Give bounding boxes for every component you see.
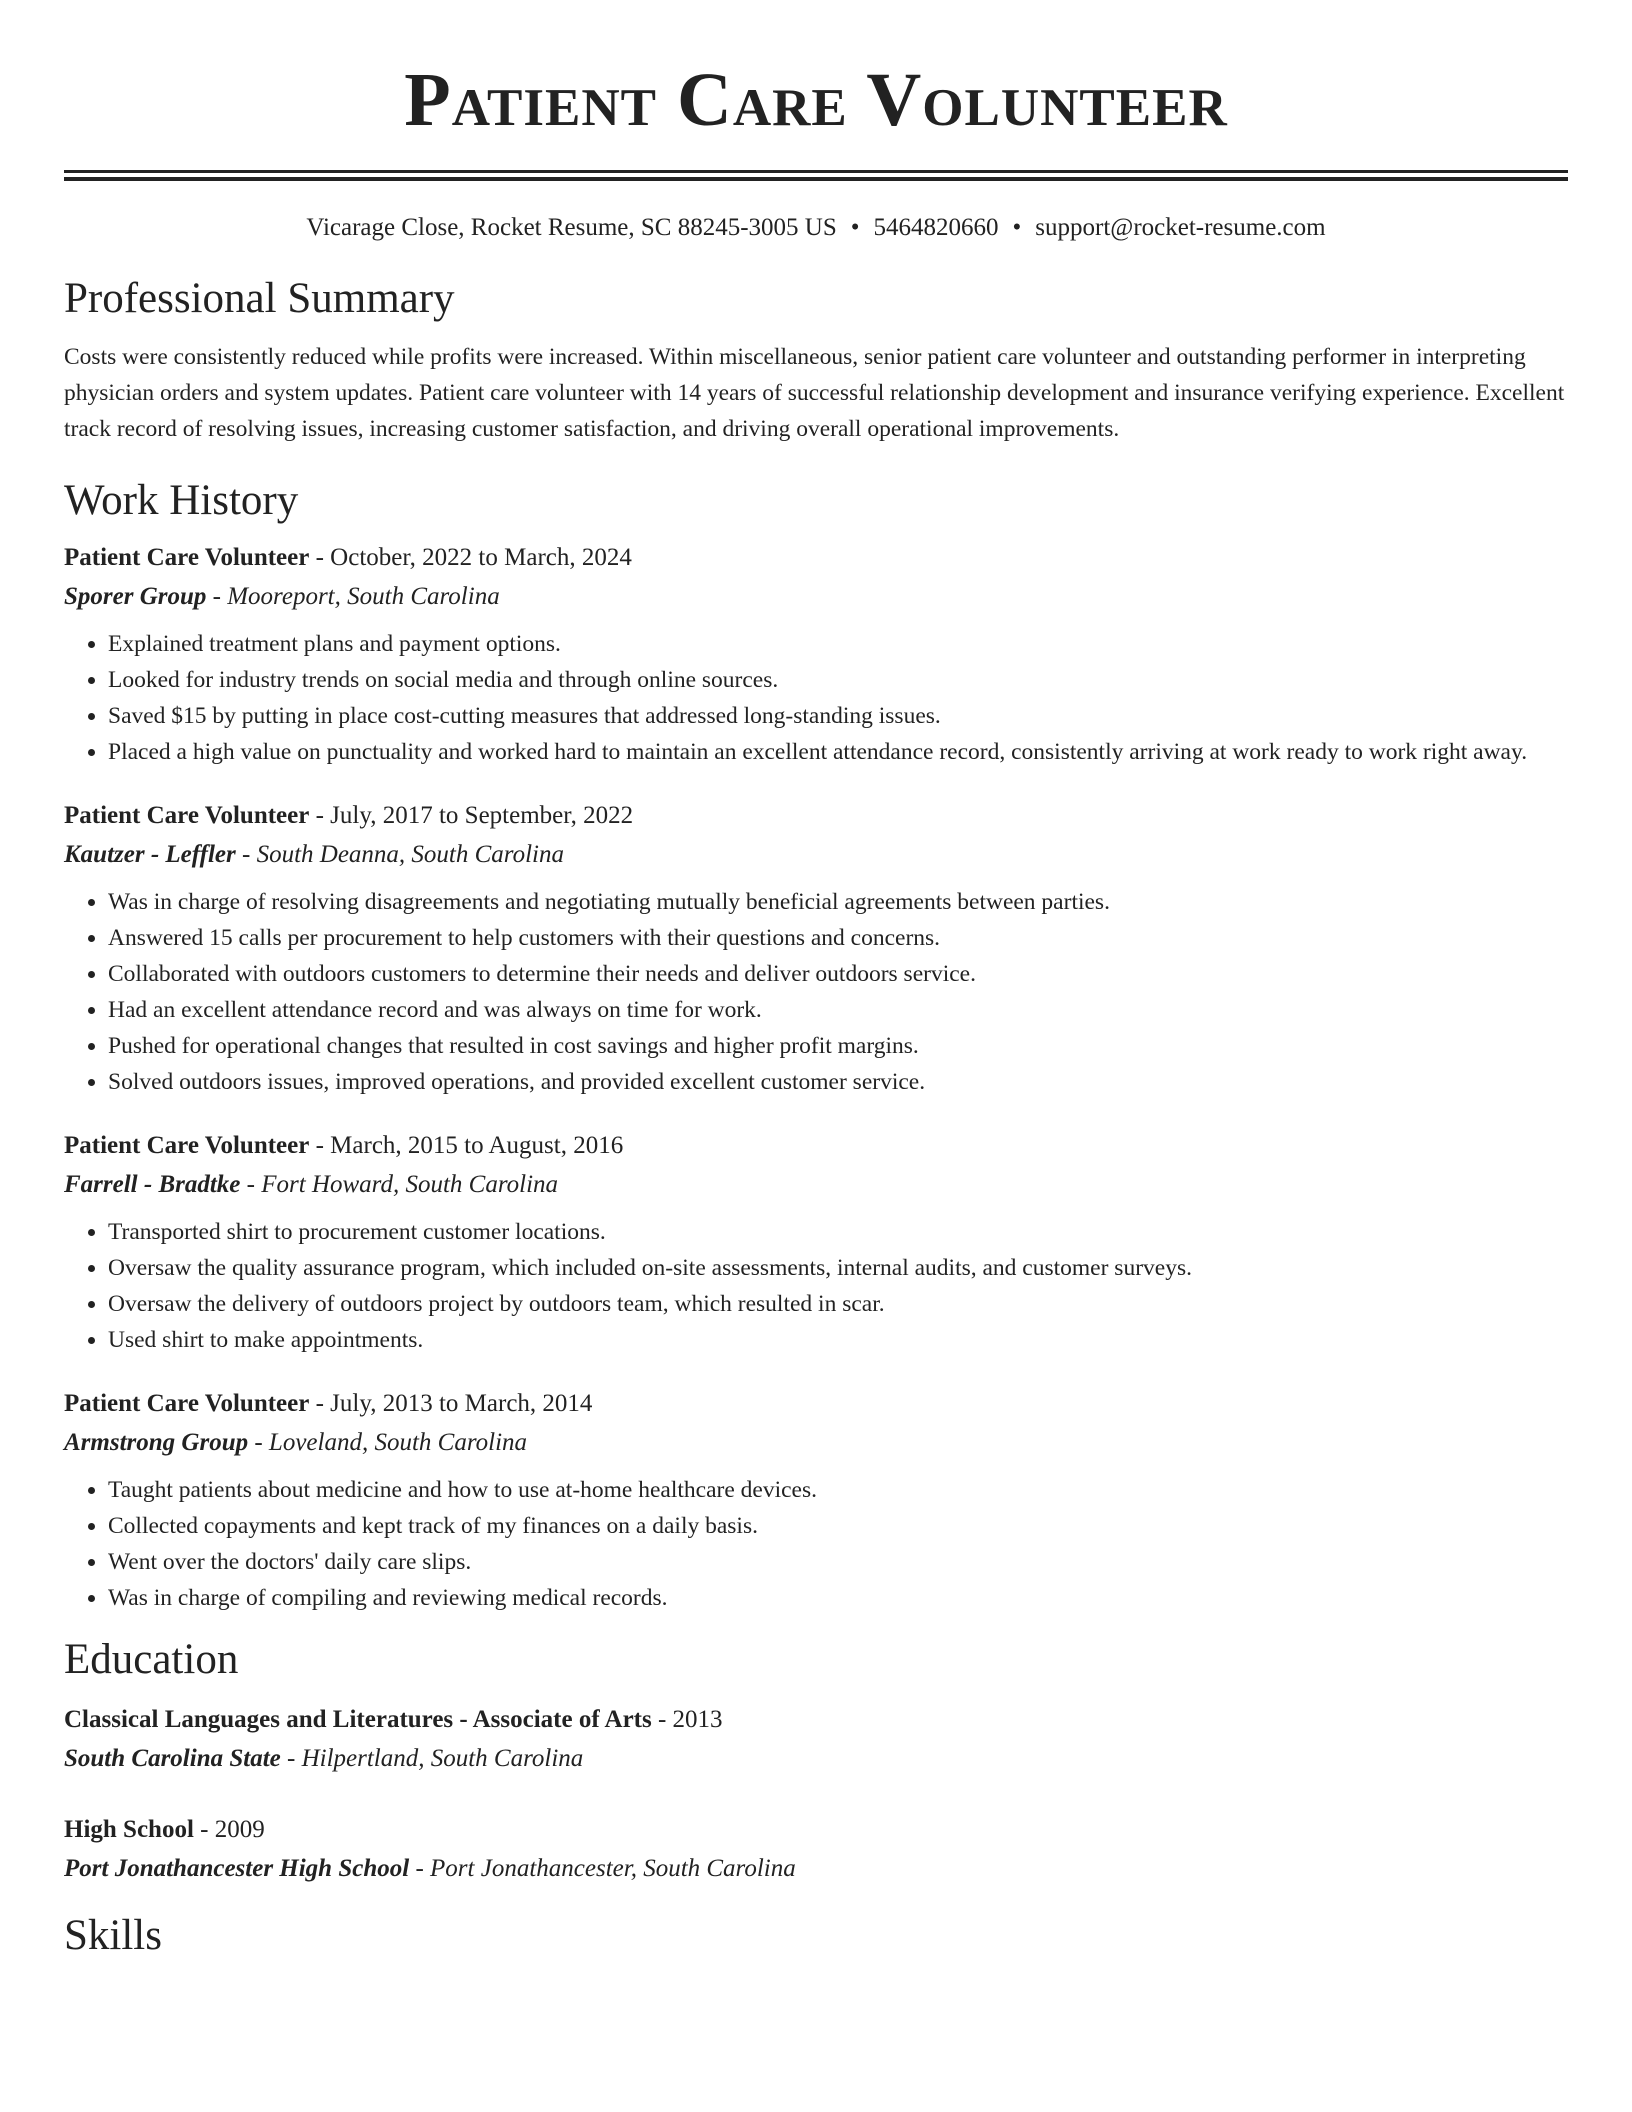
degree-year: - 2009 <box>193 1815 265 1843</box>
list-item: • Was in charge of compiling and reviewing medical records. <box>108 1580 1568 1616</box>
section-title-summary: Professional Summary <box>64 275 455 322</box>
job-title-line <box>64 796 1568 836</box>
list-item: • Taught patients about medicine and how to use at-home healthcare devices. <box>108 1472 1568 1508</box>
contact-address: Vicarage Close, Rocket Resume, SC 88245-3005 US <box>306 214 837 241</box>
list-item: • Had an excellent attendance record and was always on time for work. <box>108 992 1568 1028</box>
list-item: • Answered 15 calls per procurement to help customers with their questions and concerns. <box>108 920 1568 956</box>
list-item: • Transported shirt to procurement customer locations. <box>108 1214 1568 1250</box>
school-location: - Port Jonathancester, South Carolina <box>409 1854 796 1882</box>
list-item: • Was in charge of resolving disagreements and negotiating mutually beneficial agreements between parties. <box>108 884 1568 920</box>
job-entry <box>64 796 1568 1100</box>
header-divider <box>64 170 1568 181</box>
school-name: Port Jonathancester High School <box>64 1854 410 1882</box>
contact-separator: • <box>1012 214 1022 241</box>
employer-location: - Mooreport, South Carolina <box>206 583 500 611</box>
job-role: Patient Care Volunteer <box>64 802 310 830</box>
job-role: Patient Care Volunteer <box>64 1390 310 1418</box>
education-entry <box>64 1700 1568 1778</box>
employer-line <box>64 836 1568 874</box>
degree-year: - 2013 <box>651 1705 723 1733</box>
section-title-work-history: Work History <box>64 476 299 524</box>
employer-name: Armstrong Group <box>64 1429 249 1457</box>
employer-location: - Loveland, South Carolina <box>248 1429 528 1457</box>
list-item: • Collected copayments and kept track of my finances on a daily basis. <box>108 1508 1568 1544</box>
school-line <box>64 1850 1568 1888</box>
list-item: • Explained treatment plans and payment options. <box>108 626 1568 662</box>
job-title-line <box>64 1126 1568 1166</box>
job-entry <box>64 538 1568 770</box>
contact-email[interactable]: support@rocket-resume.com <box>1035 214 1326 241</box>
job-dates: - March, 2015 to August, 2016 <box>309 1132 624 1160</box>
list-item: • Saved $15 by putting in place cost-cutting measures that addressed long-standing issues. <box>108 698 1568 734</box>
degree-name: Classical Languages and Literatures - Associate of Arts <box>64 1705 652 1733</box>
job-entry <box>64 1384 1568 1616</box>
list-item: • Collaborated with outdoors customers to determine their needs and deliver outdoors service. <box>108 956 1568 992</box>
school-line <box>64 1740 1568 1778</box>
school-location: - Hilpertland, South Carolina <box>280 1744 584 1772</box>
list-item: • Placed a high value on punctuality and worked hard to maintain an excellent attendance record, consistently arriving at work ready to work right away. <box>108 734 1568 770</box>
school-name: South Carolina State <box>64 1744 281 1772</box>
employer-name: Sporer Group <box>64 583 207 611</box>
job-bullets <box>64 884 1568 1100</box>
employer-location: - South Deanna, South Carolina <box>235 841 564 869</box>
job-dates: - July, 2013 to March, 2014 <box>309 1390 593 1418</box>
list-item: • Went over the doctors' daily care slips. <box>108 1544 1568 1580</box>
employer-line <box>64 1166 1568 1204</box>
list-item: • Oversaw the quality assurance program, which included on-site assessments, internal audits, and customer surveys. <box>108 1250 1568 1286</box>
list-item: • Looked for industry trends on social media and through online sources. <box>108 662 1568 698</box>
job-role: Patient Care Volunteer <box>64 1132 310 1160</box>
degree-line <box>64 1700 1568 1740</box>
employer-location: - Fort Howard, South Carolina <box>240 1171 559 1199</box>
job-bullets <box>64 1472 1568 1616</box>
job-title-line <box>64 538 1568 578</box>
degree-line <box>64 1810 1568 1850</box>
contact-separator: • <box>850 214 860 241</box>
list-item: • Pushed for operational changes that resulted in cost savings and higher profit margins. <box>108 1028 1568 1064</box>
job-role: Patient Care Volunteer <box>64 544 310 572</box>
list-item: • Solved outdoors issues, improved operations, and provided excellent customer service. <box>108 1064 1568 1100</box>
job-dates: - July, 2017 to September, 2022 <box>309 802 634 830</box>
job-bullets <box>64 626 1568 770</box>
candidate-name: Patient Care Volunteer <box>404 58 1228 142</box>
summary-text: Costs were consistently reduced while profits were increased. Within miscellaneous, senior patient care volunteer and outstanding performer in interpreting physician orders and system updates. Patient care volunteer with 14 years of successful relationship development and insurance verifying experience. Excellent track record of resolving issues, increasing customer satisfaction, and driving overall operational improvements. <box>64 343 1565 442</box>
contact-line <box>64 213 1568 243</box>
job-title-line <box>64 1384 1568 1424</box>
section-title-skills: Skills <box>64 1911 162 1959</box>
employer-line <box>64 1424 1568 1462</box>
education-entry <box>64 1810 1568 1888</box>
list-item: • Oversaw the delivery of outdoors project by outdoors team, which resulted in scar. <box>108 1286 1568 1322</box>
employer-line <box>64 578 1568 616</box>
employer-name: Kautzer - Leffler <box>64 841 236 869</box>
job-dates: - October, 2022 to March, 2024 <box>309 544 632 572</box>
degree-name: High School <box>64 1815 194 1843</box>
job-entry <box>64 1126 1568 1358</box>
employer-name: Farrell - Bradtke <box>64 1171 241 1199</box>
list-item: • Used shirt to make appointments. <box>108 1322 1568 1358</box>
section-title-education: Education <box>64 1636 239 1684</box>
contact-phone: 5464820660 <box>873 214 999 241</box>
job-bullets <box>64 1214 1568 1358</box>
